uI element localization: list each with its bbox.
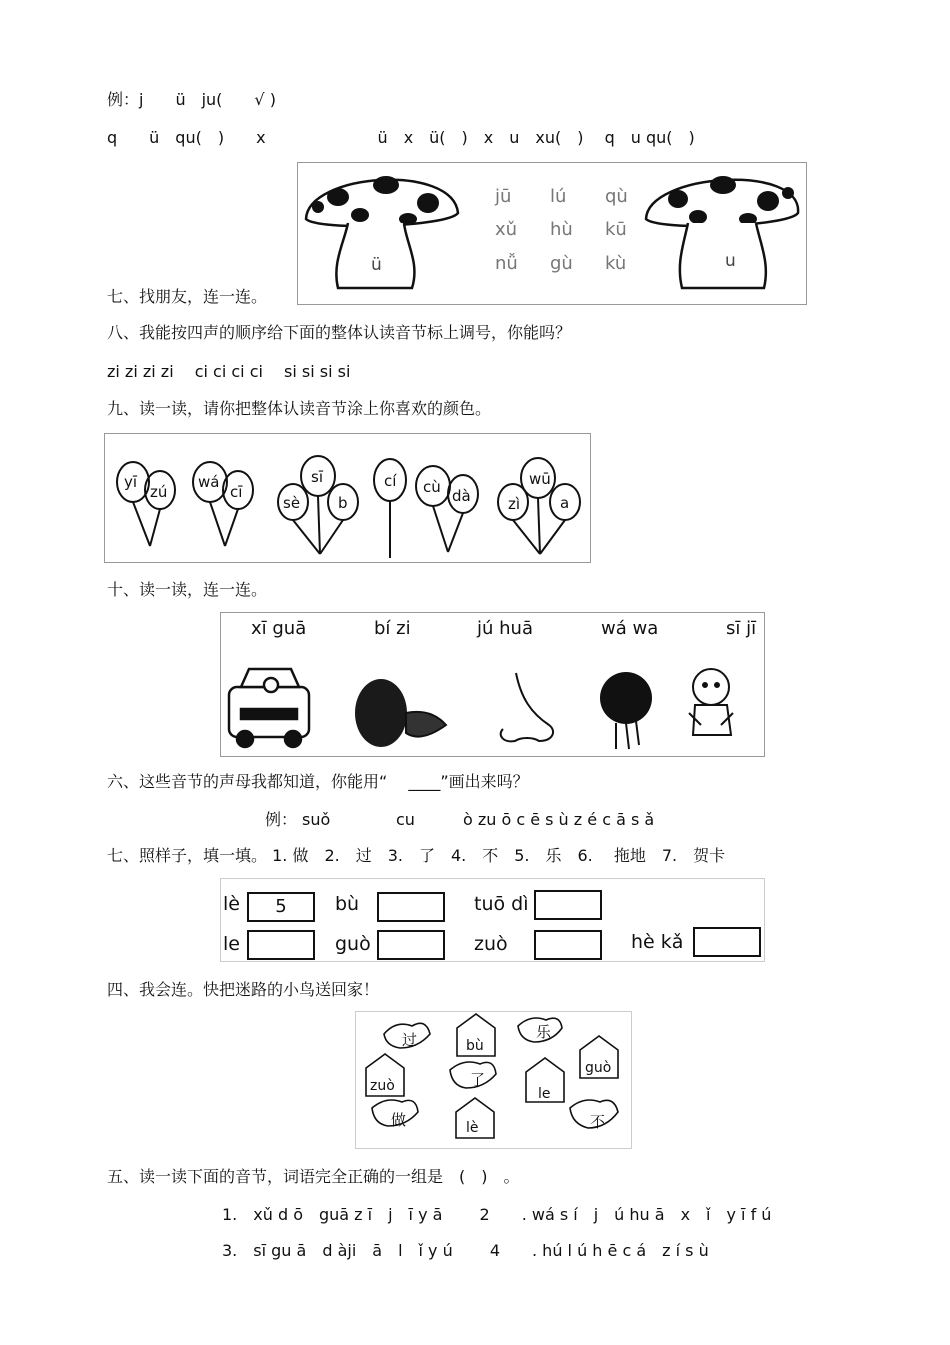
fill-grid-figure xyxy=(220,878,765,962)
balloon-label: zì xyxy=(508,495,521,513)
balloon-label: cí xyxy=(384,472,397,490)
house-label: guò xyxy=(585,1060,612,1076)
house-label: zuò xyxy=(370,1078,395,1094)
balloon-label: cù xyxy=(423,478,441,496)
birds-houses-figure xyxy=(355,1011,632,1149)
section-title-9: 九、读一读，请你把整体认读音节涂上你喜欢的颜色。 xyxy=(107,399,492,418)
answer-box[interactable] xyxy=(377,892,445,922)
word-label: bí zi xyxy=(374,618,411,639)
balloon-label: sī xyxy=(311,468,323,486)
house-label: le xyxy=(538,1086,551,1102)
section-title-5: 五、读一读下面的音节，词语完全正确的一组是 ( ) 。 xyxy=(107,1167,520,1186)
syllable-list: cu ò zu ō c ē s ù z é c ā s ǎ xyxy=(396,810,655,829)
section-title-6b: 六、这些音节的声母我都知道，你能用“ ____”画出来吗？ xyxy=(107,772,529,791)
bird-label: 过 xyxy=(402,1031,418,1049)
syllable: lú xyxy=(550,186,567,207)
answer-box[interactable] xyxy=(534,890,602,920)
mushroom-figure xyxy=(297,162,807,305)
syllable: qù xyxy=(605,186,628,207)
example-label: 例： xyxy=(265,810,298,829)
grid-pinyin: bù xyxy=(335,893,360,915)
answer-box[interactable] xyxy=(534,930,602,960)
child-icon xyxy=(689,669,733,735)
syllable: kù xyxy=(605,253,627,274)
balloon-label: sè xyxy=(283,494,301,512)
example-word: suǒ xyxy=(302,810,331,829)
watermelon-icon xyxy=(355,679,446,747)
answer-box[interactable] xyxy=(247,930,315,960)
nose-icon xyxy=(501,673,553,741)
house-label: lè xyxy=(466,1120,479,1136)
section-title-7a: 七、找朋友，连一连。 xyxy=(107,287,268,306)
grid-pinyin: zuò xyxy=(474,933,508,955)
section-title-4: 四、我会连。快把迷路的小鸟送回家！ xyxy=(107,980,380,999)
balloon-label: cī xyxy=(230,483,243,501)
picture-match-figure xyxy=(220,612,765,757)
section-title-8: 八、我能按四声的顺序给下面的整体认读音节标上调号，你能吗？ xyxy=(107,323,572,342)
bird-label: 了 xyxy=(470,1071,486,1089)
balloon-label: yī xyxy=(124,473,138,491)
bird-label: 乐 xyxy=(536,1023,552,1041)
section-title-7b: 七、照样子，填一填。 1. 做 2. 过 3. 了 4. 不 5. 乐 6. 拖地 7. 贺卡 xyxy=(107,846,726,865)
word-label: jú huā xyxy=(477,618,533,639)
grid-pinyin: tuō dì xyxy=(474,893,529,915)
grid-pinyin: hè kǎ xyxy=(631,931,684,953)
balloon-label: wá xyxy=(198,473,220,491)
exercise-line: q ü qu( ) x ü x ü( ) x u xu( ) q u qu( ) xyxy=(107,128,695,147)
balloon-label: dà xyxy=(452,487,471,505)
grid-pinyin: guò xyxy=(335,933,371,955)
balloon-figure xyxy=(104,433,591,563)
balloon-label: b xyxy=(338,494,348,512)
word-label: xī guā xyxy=(251,618,307,639)
option-row-2: 3. sī gu ā d àji ā l ǐ y ú 4 . hú l ú h ē c á z í s ù xyxy=(222,1241,709,1260)
flower-icon xyxy=(600,672,652,749)
section-title-10: 十、读一读，连一连。 xyxy=(107,580,268,599)
answer-box[interactable]: 5 xyxy=(247,892,315,922)
syllable: hù xyxy=(550,219,573,240)
balloon-label: wū xyxy=(529,470,551,488)
word-label: wá wa xyxy=(601,618,659,639)
word-label: sī jī xyxy=(726,618,757,639)
balloon-label: zú xyxy=(150,483,168,501)
grid-pinyin: le xyxy=(223,933,240,955)
answer-box[interactable] xyxy=(377,930,445,960)
syllable: jū xyxy=(495,186,512,207)
syllable: kū xyxy=(605,219,627,240)
example-line: 例：j ü ju( √ ) xyxy=(107,90,276,109)
option-row-1: 1. xǔ d ō guā z ī j ī y ā 2 . wá s í j ú hu ā x ǐ y ī f ú xyxy=(222,1205,772,1224)
mushroom-label-left: ü xyxy=(371,255,382,275)
grid-pinyin: lè xyxy=(223,893,240,915)
house-label: bù xyxy=(466,1038,484,1054)
bird-label: 做 xyxy=(391,1111,407,1129)
balloon-label: a xyxy=(560,494,570,512)
syllable: xǔ xyxy=(495,219,518,240)
answer-box[interactable] xyxy=(693,927,761,957)
syllable-row: zi zi zi zi ci ci ci ci si si si si xyxy=(107,362,351,381)
bird-label: 不 xyxy=(590,1113,606,1131)
car-icon xyxy=(229,669,309,747)
mushroom-label-right: u xyxy=(725,251,736,271)
syllable: gù xyxy=(550,253,573,274)
syllable: nǚ xyxy=(495,253,518,274)
